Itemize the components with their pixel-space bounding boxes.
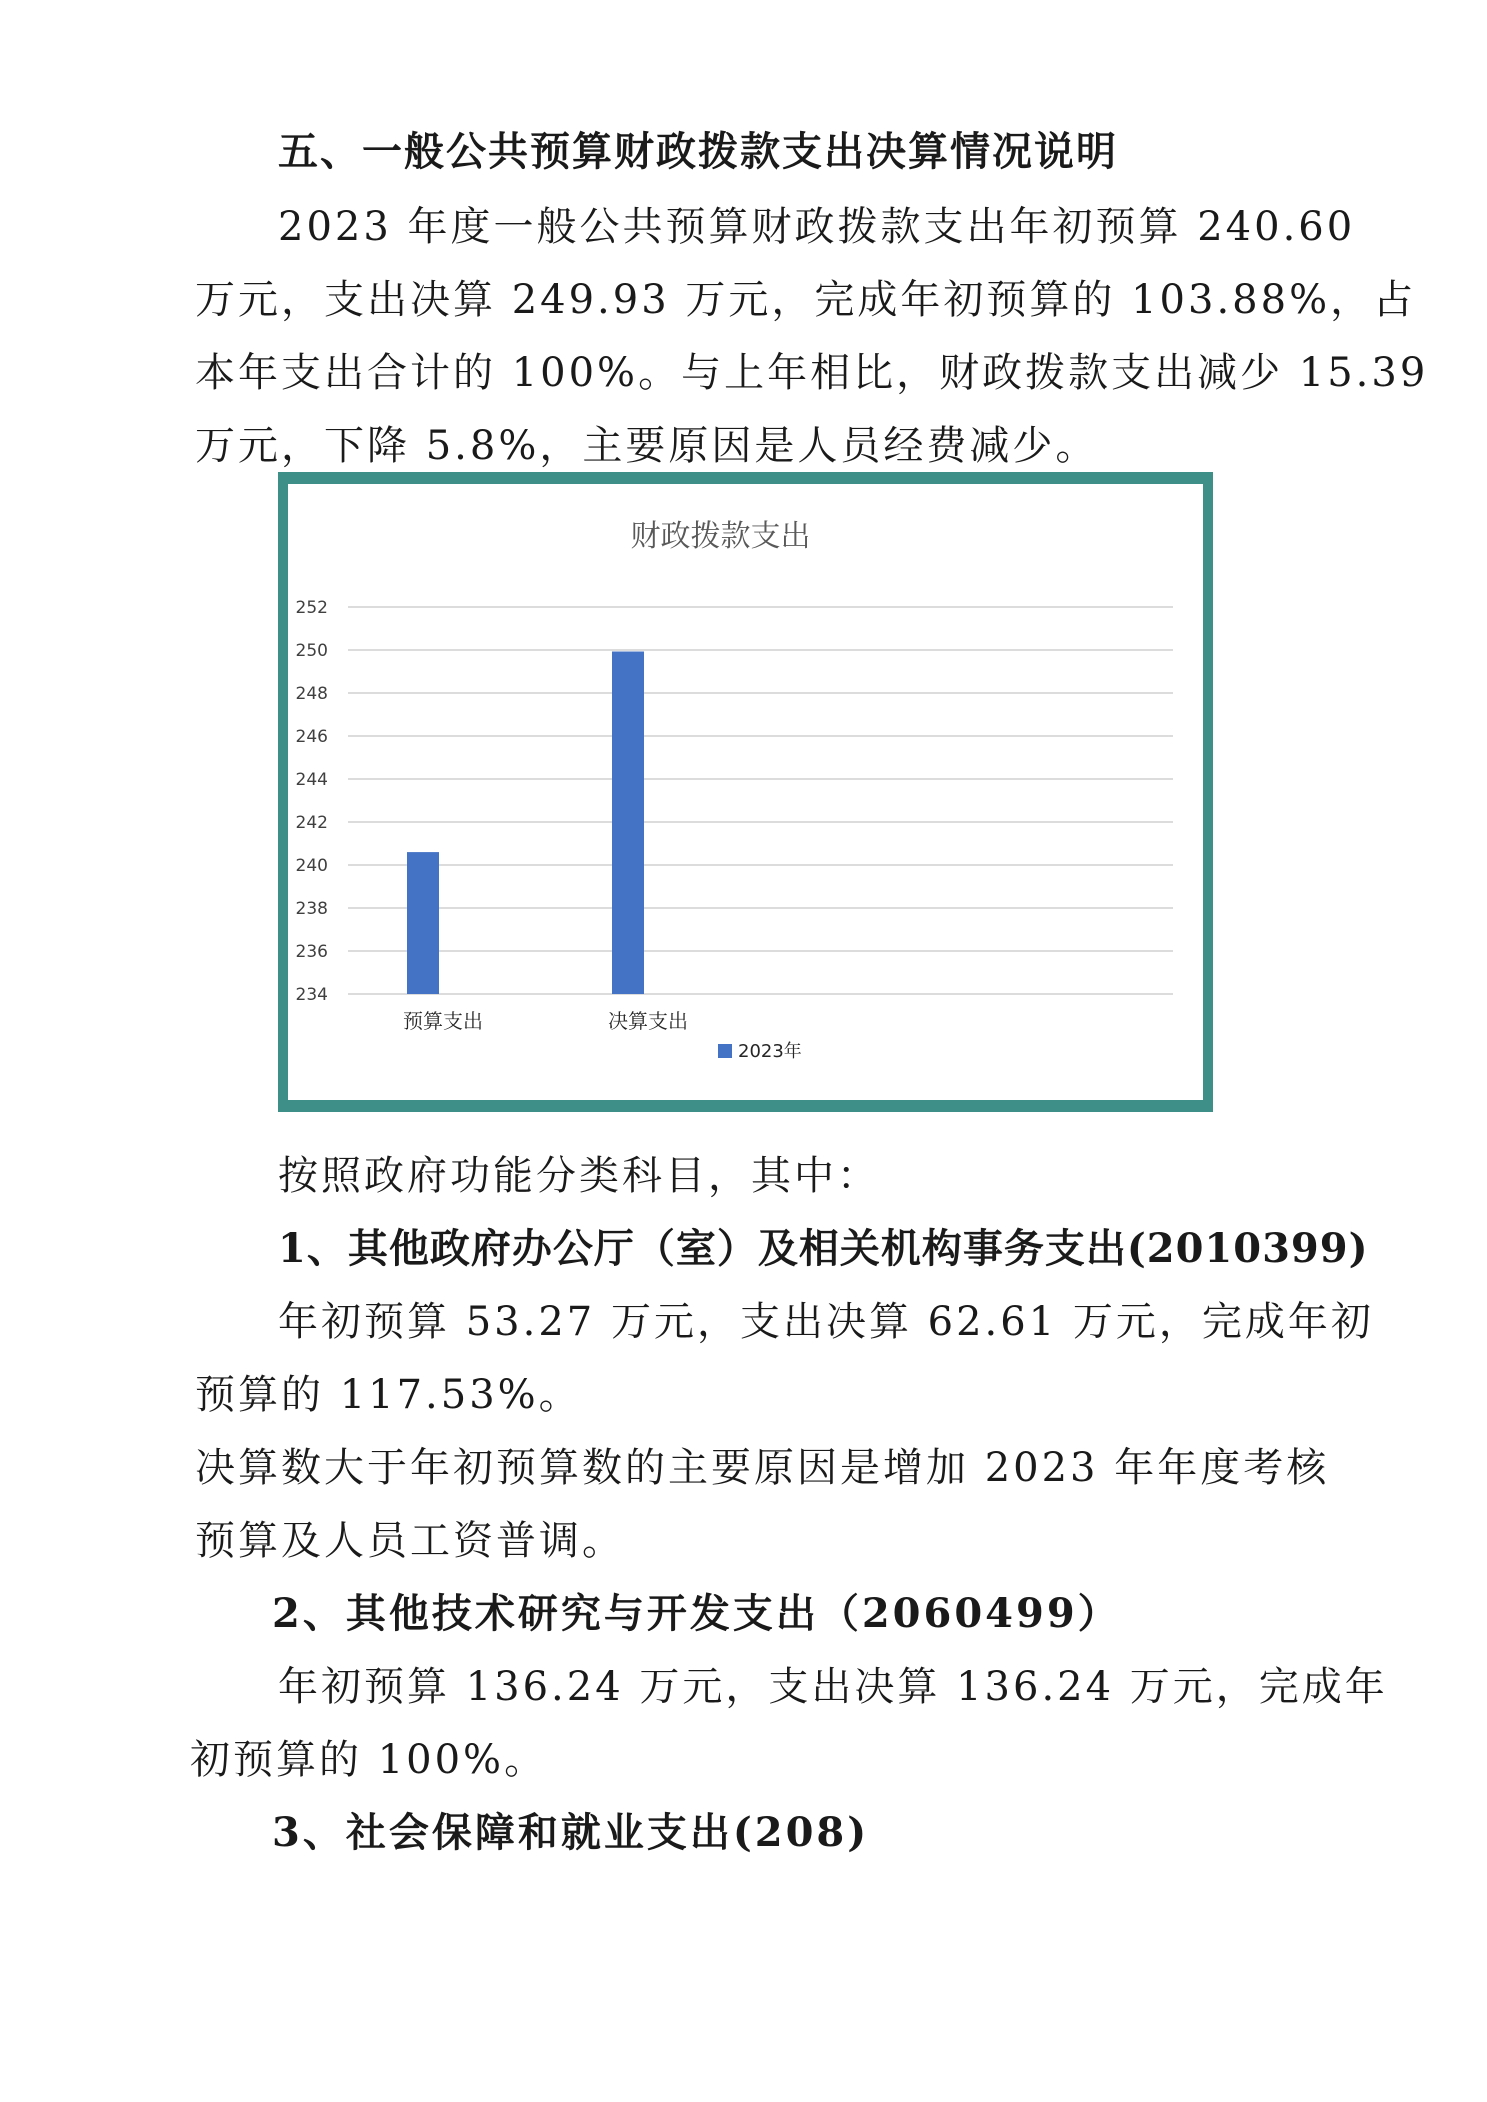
item2-line: 年初预算 136.24 万元，支出决算 136.24 万元，完成年 xyxy=(278,1664,1388,1710)
y-tick-label: 234 xyxy=(295,985,328,1005)
item2-line: 初预算的 100%。 xyxy=(190,1737,548,1783)
legend-swatch xyxy=(718,1044,732,1058)
chart-frame xyxy=(278,472,1213,1112)
item1-line: 预算及人员工资普调。 xyxy=(195,1518,625,1564)
item1-heading: 1、其他政府办公厅（室）及相关机构事务支出(2010399) xyxy=(278,1225,1369,1272)
paragraph-line: 万元，下降 5.8%，主要原因是人员经费减少。 xyxy=(195,423,1099,469)
y-tick-label: 240 xyxy=(295,856,328,876)
y-tick-label: 242 xyxy=(295,813,328,833)
paragraph-line: 本年支出合计的 100%。与上年相比，财政拨款支出减少 15.39 xyxy=(195,350,1429,396)
x-category-label: 预算支出 xyxy=(403,1009,483,1033)
section-heading: 五、一般公共预算财政拨款支出决算情况说明 xyxy=(278,129,1118,175)
intro-text: 按照政府功能分类科目，其中： xyxy=(278,1153,880,1199)
item1-line: 预算的 117.53%。 xyxy=(195,1372,582,1418)
item1-line: 决算数大于年初预算数的主要原因是增加 2023 年年度考核 xyxy=(195,1445,1330,1491)
chart-panel xyxy=(288,484,1203,1100)
y-tick-label: 246 xyxy=(295,727,328,747)
y-tick-label: 252 xyxy=(295,598,328,618)
bar xyxy=(407,852,439,994)
item1-line: 年初预算 53.27 万元，支出决算 62.61 万元，完成年初 xyxy=(278,1299,1374,1345)
paragraph-line: 万元，支出决算 249.93 万元，完成年初预算的 103.88%，占 xyxy=(195,277,1417,323)
y-tick-label: 250 xyxy=(295,641,328,661)
legend-label: 2023年 xyxy=(738,1041,802,1062)
y-tick-label: 238 xyxy=(295,899,328,919)
x-category-label: 决算支出 xyxy=(608,1009,688,1033)
y-tick-label: 244 xyxy=(295,770,328,790)
item3-heading: 3、社会保障和就业支出(208) xyxy=(272,1809,870,1856)
y-tick-label: 248 xyxy=(295,684,328,704)
paragraph-line: 2023 年度一般公共预算财政拨款支出年初预算 240.60 xyxy=(278,204,1356,250)
y-tick-label: 236 xyxy=(295,942,328,962)
item2-heading: 2、其他技术研究与开发支出（2060499） xyxy=(272,1590,1121,1637)
bar xyxy=(612,652,644,994)
bar-chart xyxy=(288,484,1203,1100)
chart-title: 财政拨款支出 xyxy=(630,519,811,554)
